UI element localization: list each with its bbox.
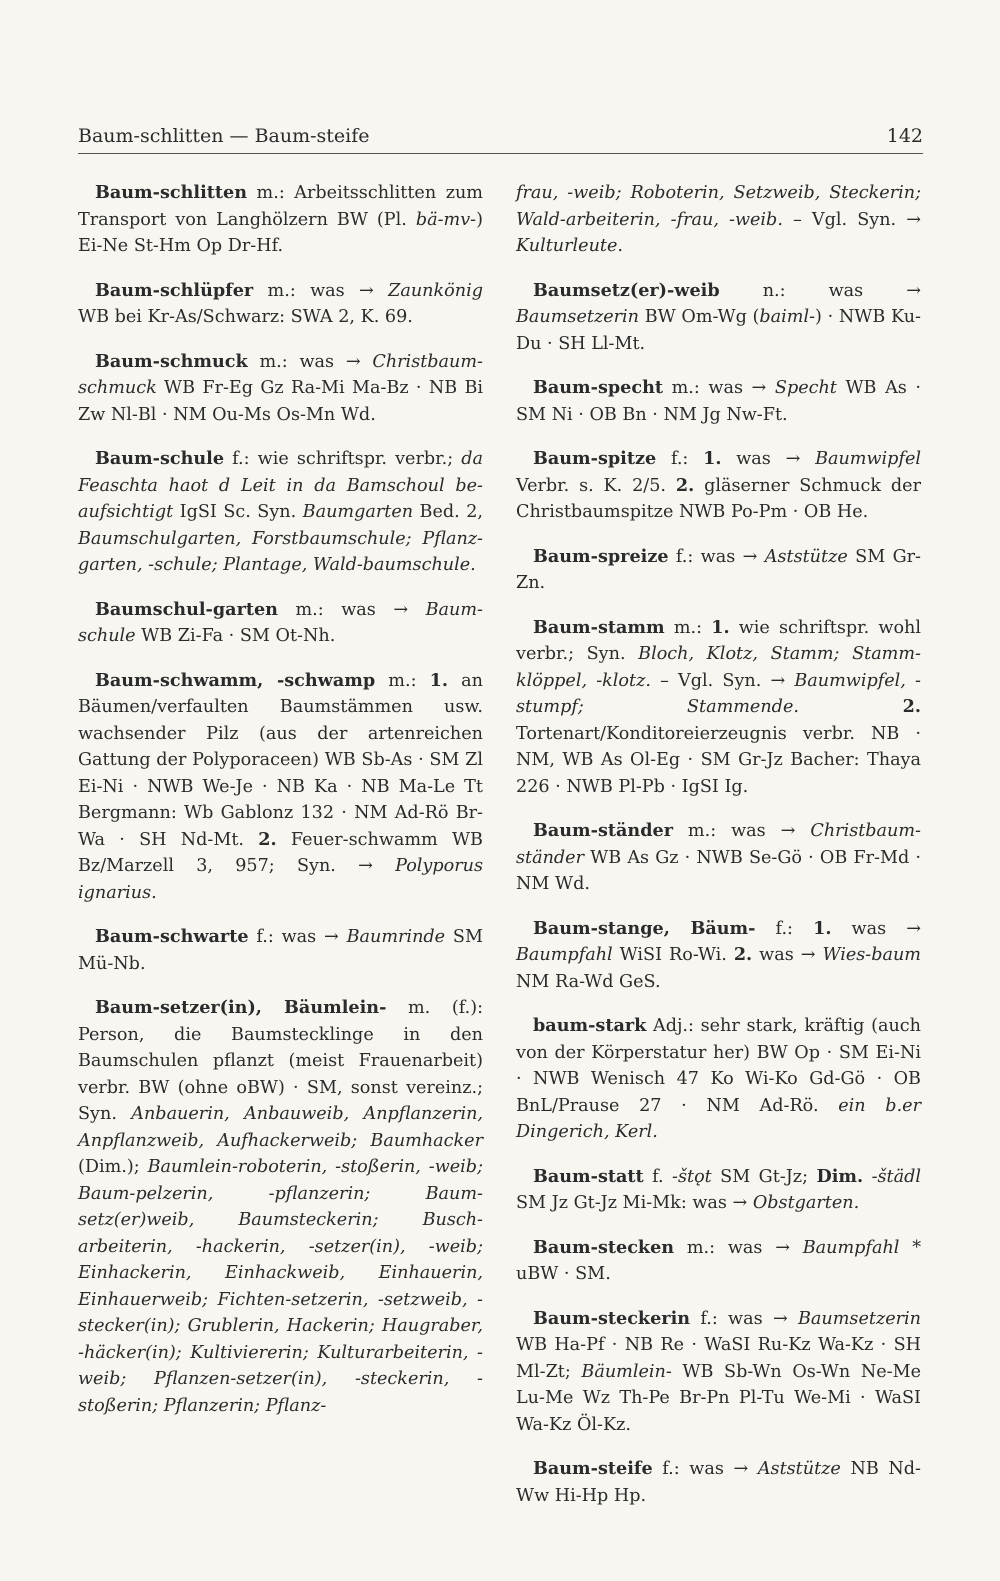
entry-text: gläserner Schmuck der Christbaumspitze NWB Po-Pm · OB He. <box>516 475 921 522</box>
entry-italic-text: Baumwipfel, -stumpf; Stammende. <box>516 670 921 717</box>
entry-italic-text: Obstgarten. <box>752 1193 860 1213</box>
entry-italic-text: Baumsetzerin <box>798 1308 921 1329</box>
entry-text: m. (f.): Person, die Baumstecklinge in den Baumschulen pflanzt (meist Frauenarbeit) verbr. BW (ohne oBW) · SM, sonst vereinz.; Syn. <box>78 998 484 1124</box>
entry-bold-marker: 2. <box>733 944 753 965</box>
entry-lemma: Baum-schlüpfer <box>95 279 254 301</box>
entry-lemma: Baum-setzer(in), Bäumlein- <box>95 997 387 1018</box>
entry-lemma: Baum-ständer <box>533 820 673 841</box>
dictionary-entry <box>78 668 483 907</box>
entry-text: Tortenart/Konditoreierzeugnis verbr. NB · NM, WB As Ol-Eg · SM Gr-Jz Bacher: Thaya 226 · NWB Pl-Pb · IgSI Ig. <box>516 723 921 797</box>
entry-lemma: Baum-spreize <box>533 545 669 567</box>
entry-italic-text: Anbauerin, Anbauweib, Anpflanzerin, Anpflanzweib, Aufhackerweib; Baumhacker <box>78 1104 484 1151</box>
entry-text: m.: was → <box>247 351 373 372</box>
entry-text: m.: was → <box>672 821 811 841</box>
entry-text: Verbr. s. K. 2/5. <box>516 475 676 496</box>
dictionary-entry <box>516 544 921 597</box>
entry-bold-marker: 1. <box>429 669 449 691</box>
entry-text: was → <box>721 449 816 469</box>
entry-italic-text: -štädl <box>871 1166 922 1187</box>
dictionary-entry <box>516 615 921 801</box>
dictionary-entry <box>78 349 483 429</box>
entry-text: an Bäumen/verfaulten Baumstämmen usw. wachsender Pilz (aus der artenreichen Gattung der Polyporaceen) WB Sb-As · SM Zl Ei-Ni · NWB We-Je · NB Ka · NB Ma-Le Tt Bergmann: Wb Gablonz 132 · NM Ad-Rö Br-Wa · SH Nd-Mt. <box>78 670 483 850</box>
entry-italic-text: Baumpfahl <box>802 1237 900 1258</box>
entry-bold-marker: 2. <box>798 696 921 717</box>
entry-italic-text: Christbaum-ständer <box>516 821 921 868</box>
entry-italic-text: Zaunkönig <box>388 280 483 301</box>
entry-italic-text: Baumwipfel <box>815 449 921 469</box>
entry-text: wie schriftspr. wohl verbr.; Syn. <box>516 617 921 664</box>
entry-lemma: Baum-schwarte <box>95 926 249 947</box>
entry-text: was → <box>752 945 823 965</box>
entry-italic-text: Wies-baum <box>822 945 921 965</box>
entry-text: NM Ra-Wd GeS. <box>516 971 661 992</box>
entry-text: WB Sb-Wn Os-Wn Ne-Me Lu-Me Wz Th-Pe Br-Pn Pl-Tu We-Mi · WaSI Wa-Kz Öl-Kz. <box>516 1361 921 1435</box>
entry-text: WB As Gz · NWB Se-Gö · OB Fr-Md · NM Wd. <box>516 847 921 894</box>
entry-lemma: Baumschul-garten <box>95 598 278 620</box>
entry-lemma: Baum-schlitten <box>95 182 247 203</box>
entry-text: m.: was → <box>663 378 775 398</box>
entry-italic-text: Baum-schule <box>78 599 483 646</box>
entry-text: f.: wie schriftspr. verbr.; <box>224 449 462 469</box>
entry-italic-text: frau, -weib; Roboterin, Setzweib, Steckerin; Wald-arbeiterin, -frau, -weib. <box>516 183 921 230</box>
entry-italic-text: Baumlein-roboterin, -stoßerin, -weib; Baum-pelzerin, -pflanzerin; Baum-setz(er)weib, Baumsteckerin; Busch-arbeiterin, -hackerin, -setzer(in), -weib; Einhackerin, Einhackweib, Einhauerin, Einhauerweib; Fichten-setzerin, -setzweib, -stecker(in); Grublerin, Hackerin; Haugraber, -häcker(in); Kultiviererin; Kulturarbeiterin, -weib; Pflanzen-setzer(in), -steckerin, -stoßerin; Pflanzerin; Pflanz- <box>78 1157 483 1416</box>
entry-text: WiSI Ro-Wi. <box>612 945 734 965</box>
entry-text: NB Nd-Ww Hi-Hp Hp. <box>516 1459 921 1506</box>
entry-text: f.: <box>656 449 704 469</box>
dictionary-entry <box>516 1013 921 1146</box>
entry-italic-text: bä-mv- <box>415 209 477 230</box>
entry-lemma: Baumsetz(er)-weib <box>533 279 720 301</box>
dictionary-entry <box>516 1306 921 1439</box>
dictionary-entry <box>78 995 483 1419</box>
entry-text: f.: was → <box>248 927 347 947</box>
entry-italic-text: Christbaum-schmuck <box>78 351 483 398</box>
dictionary-entry <box>516 1456 921 1509</box>
entry-lemma: Baum-schwamm, -schwamp <box>95 669 376 691</box>
entry-italic-text: Baumgarten <box>302 502 414 522</box>
entry-lemma: baum-stark <box>533 1015 647 1036</box>
entry-bold-marker: Dim. <box>816 1165 864 1187</box>
entry-text: (Dim.); <box>78 1157 148 1177</box>
entry-text: ) Ei-Ne St-Hm Op Dr-Hf. <box>78 209 483 256</box>
entry-italic-text: Baumrinde <box>346 927 446 947</box>
entry-text: SM Gr-Zn. <box>516 546 921 593</box>
entry-text: SM Gt-Jz; <box>711 1166 817 1187</box>
dictionary-entry <box>78 446 483 579</box>
entry-italic-text: ein b.er Dingerich, Kerl. <box>516 1095 921 1142</box>
entry-text: WB bei Kr-As/Schwarz: SWA 2, K. 69. <box>78 307 413 327</box>
entry-text: m.: <box>375 670 430 691</box>
header-title: Baum-schlitten — Baum-steife <box>78 125 370 147</box>
entry-lemma: Baum-schule <box>95 448 225 469</box>
entry-lemma: Baum-specht <box>533 377 664 398</box>
entry-text: WB As · SM Ni · OB Bn · NM Jg Nw-Ft. <box>516 378 921 425</box>
entry-text: n.: was → <box>719 280 921 301</box>
entry-text: – Vgl. Syn. → <box>782 209 921 230</box>
entry-italic-text: baiml- <box>759 307 816 327</box>
dictionary-entry <box>78 597 483 650</box>
entry-text: BW Om-Wg ( <box>639 307 760 327</box>
entry-lemma: Baum-spitze <box>533 448 657 469</box>
entry-text: Feuer-schwamm WB Bz/Marzell 3, 957; Syn. → <box>78 829 483 876</box>
entry-text: m.: was → <box>674 1237 803 1258</box>
entry-lemma: Baum-stamm <box>533 616 665 638</box>
dictionary-entry <box>78 278 483 331</box>
entry-text <box>863 1167 871 1187</box>
entry-text: f.: <box>755 918 814 939</box>
page-number: 142 <box>886 125 923 147</box>
entry-italic-text: Aststütze <box>764 546 848 567</box>
entry-text: f.: was → <box>652 1459 758 1479</box>
entry-text: SM Jz Gt-Jz Mi-Mk: was → <box>516 1193 753 1213</box>
running-header <box>78 125 923 154</box>
entry-italic-text: Specht <box>774 378 837 398</box>
entry-bold-marker: 1. <box>813 917 832 939</box>
entry-italic-text: Baumpfahl <box>516 945 613 965</box>
entry-italic-text: Kulturleute. <box>516 236 623 256</box>
entry-bold-marker: 1. <box>711 616 730 638</box>
left-column <box>78 180 483 1437</box>
entry-italic-text: -štǫt <box>672 1166 712 1187</box>
entry-italic-text: Bäumlein- <box>581 1361 672 1382</box>
entry-lemma: Baum-stange, Bäum- <box>533 917 756 939</box>
entry-text: WB Ha-Pf · NB Re · WaSI Ru-Kz Wa-Kz · SH Ml-Zt; <box>516 1335 921 1382</box>
entry-italic-text: da Feaschta haot d Leit in da Bamschoul be-aufsichtigt <box>78 449 483 522</box>
entry-text: WB Zi-Fa · SM Ot-Nh. <box>135 626 336 646</box>
entry-text: – Vgl. Syn. → <box>650 670 795 691</box>
entry-text: f.: was → <box>668 546 765 567</box>
entry-bold-marker: 1. <box>703 448 722 469</box>
dictionary-entry <box>78 924 483 977</box>
entry-text: m.: was → <box>277 599 426 620</box>
dictionary-entry <box>516 818 921 898</box>
entry-text: ) · NWB Ku-Du · SH Ll-Mt. <box>516 307 921 354</box>
dictionary-entry <box>78 180 483 260</box>
dictionary-entry <box>516 180 921 260</box>
entry-bold-marker: 2. <box>258 828 277 850</box>
entry-text: Bed. 2, <box>413 502 483 522</box>
entry-bold-marker: 2. <box>675 474 695 496</box>
entry-lemma: Baum-stecken <box>533 1236 675 1258</box>
entry-text: * uBW · SM. <box>516 1237 921 1284</box>
dictionary-entry <box>516 1164 921 1217</box>
entry-text: m.: <box>664 617 712 638</box>
entry-lemma: Baum-statt <box>533 1165 644 1187</box>
dictionary-entry <box>516 375 921 428</box>
entry-lemma: Baum-steckerin <box>533 1307 691 1329</box>
entry-italic-text: Aststütze <box>757 1459 841 1479</box>
right-column <box>516 180 921 1527</box>
entry-italic-text: Baumsetzerin <box>516 307 639 327</box>
entry-text: f. <box>643 1166 673 1187</box>
entry-text: SM Mü-Nb. <box>78 927 483 974</box>
dictionary-entry <box>516 446 921 526</box>
entry-lemma: Baum-schmuck <box>95 350 248 372</box>
entry-text: f.: was → <box>690 1308 798 1329</box>
entry-italic-text: Baumschulgarten, Forstbaumschule; Pflanz-garten, -schule; Plantage, Wald-baumschule. <box>78 528 483 575</box>
entry-italic-text: Bloch, Klotz, Stamm; Stamm-klöppel, -klotz. <box>516 644 921 691</box>
entry-text: was → <box>831 918 921 939</box>
dictionary-entry <box>516 916 921 996</box>
entry-text: WB Fr-Eg Gz Ra-Mi Ma-Bz · NB Bi Zw Nl-Bl · NM Ou-Ms Os-Mn Wd. <box>78 378 483 425</box>
entry-italic-text: Polyporus ignarius. <box>78 856 483 903</box>
entry-text: Adj.: sehr stark, kräftig (auch von der Körperstatur her) BW Op · SM Ei-Ni · NWB Wenisch 47 Ko Wi-Ko Gd-Gö · OB BnL/Prause 27 · NM Ad-Rö. <box>516 1016 921 1116</box>
entry-lemma: Baum-steife <box>533 1458 653 1479</box>
dictionary-entry <box>516 278 921 358</box>
entry-text: IgSI Sc. Syn. <box>173 502 303 522</box>
entry-text: m.: was → <box>253 280 389 301</box>
dictionary-entry <box>516 1235 921 1288</box>
entry-text: m.: Arbeitsschlitten zum Transport von Langhölzern BW (Pl. <box>78 183 483 230</box>
